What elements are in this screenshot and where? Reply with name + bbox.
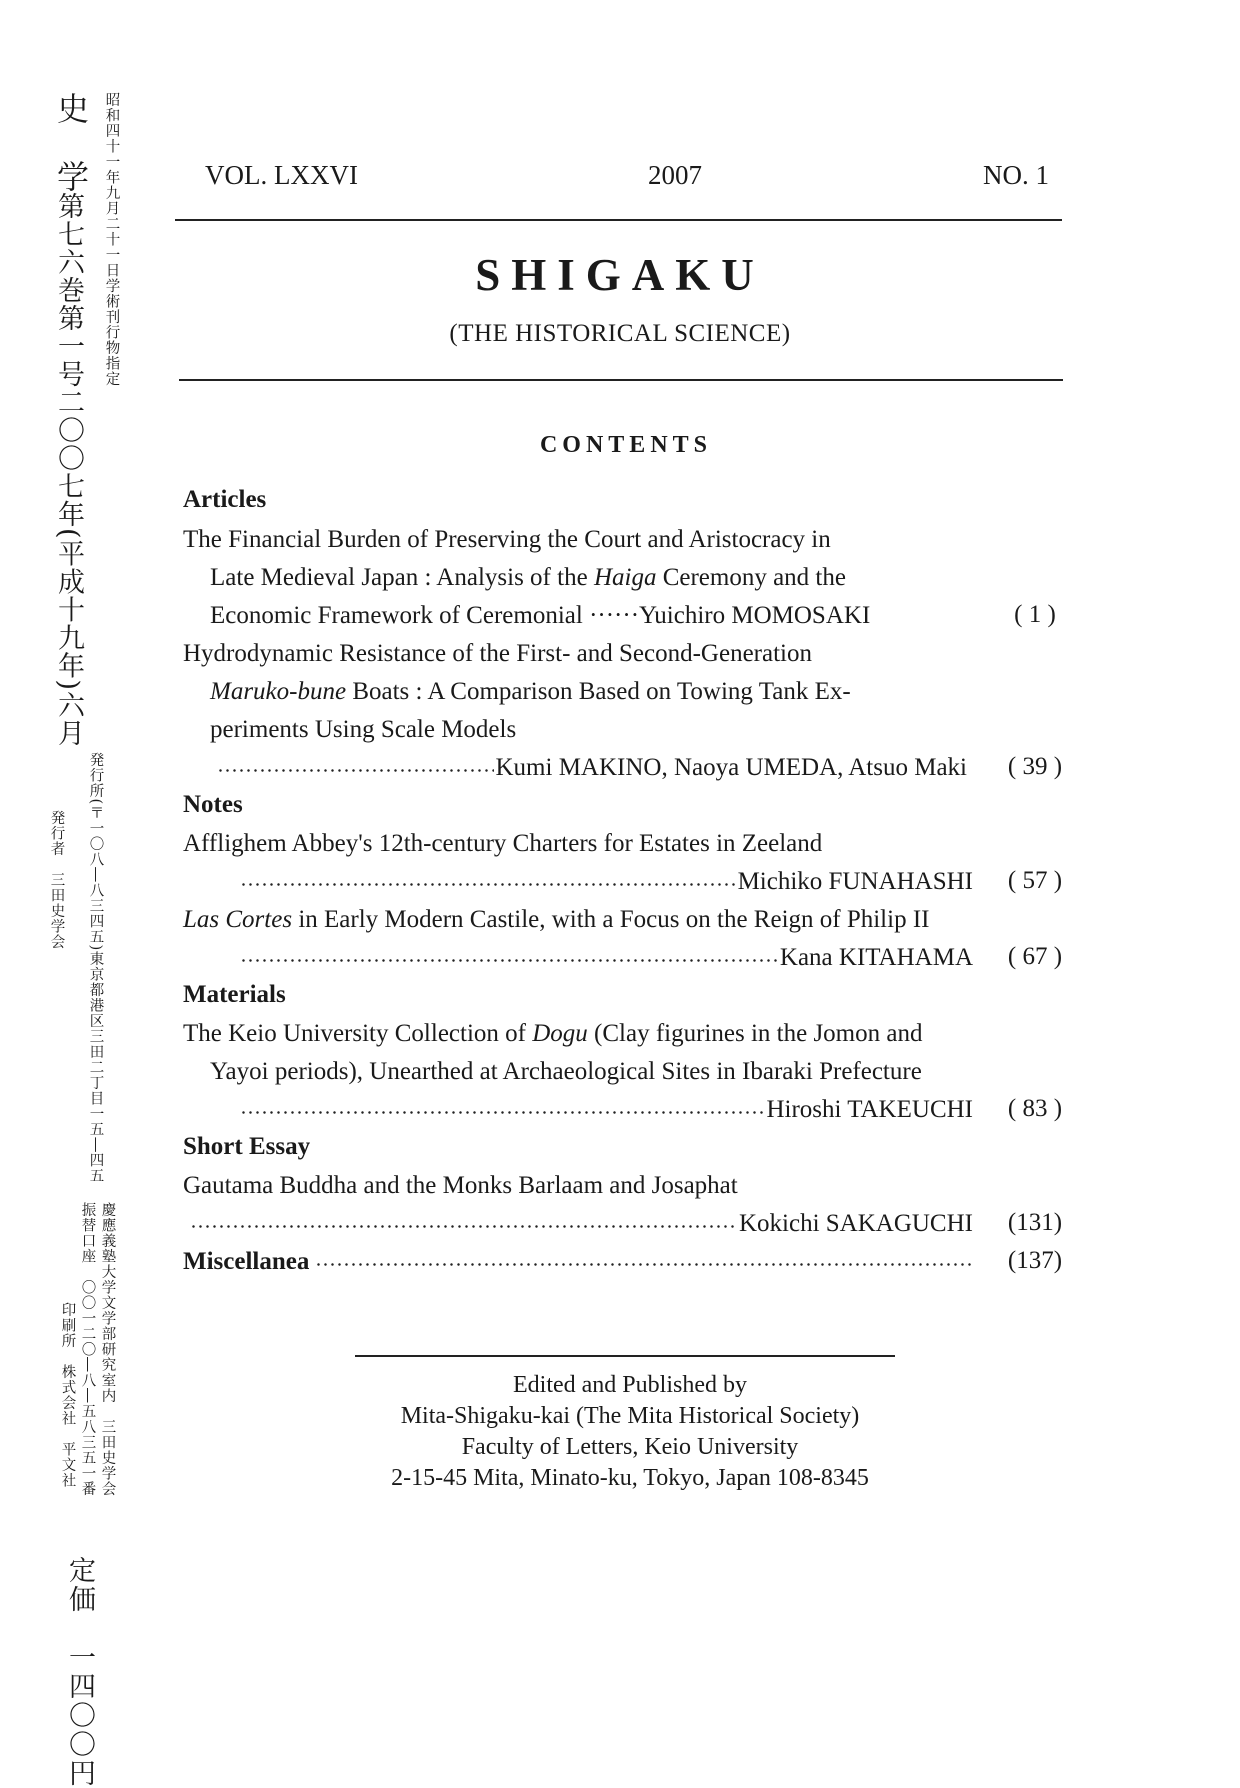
section-miscellanea: Miscellanea xyxy=(183,1248,310,1275)
title-rule xyxy=(179,379,1063,381)
note-1-author: Michiko FUNAHASHI xyxy=(737,868,973,895)
material-1-author: Hiroshi TAKEUCHI xyxy=(766,1096,973,1123)
number-label: NO. 1 xyxy=(983,160,1049,190)
publisher-line-4: 2-15-45 Mita, Minato-ku, Tokyo, Japan 108-8345 xyxy=(391,1465,869,1491)
note-1-author-line xyxy=(240,867,973,901)
article-1-title-end: Economic Framework of Ceremonial xyxy=(210,602,583,629)
year-label: 2007 xyxy=(648,160,702,190)
journal-subtitle: (THE HISTORICAL SCIENCE) xyxy=(449,320,791,347)
article-1-title-line-2 xyxy=(210,563,846,593)
article-1-title-line-3 xyxy=(210,601,870,631)
miscellanea-line xyxy=(183,1247,973,1281)
note-1-leader-dots xyxy=(240,867,736,889)
essay-1-leader-dots xyxy=(190,1209,737,1231)
spine-journal-title: 史 学 xyxy=(52,92,90,194)
note-2-title-italic: Las Cortes xyxy=(183,906,293,933)
article-2-title-italic: Maruko-bune xyxy=(210,678,347,705)
note-2-title xyxy=(183,905,929,935)
essay-1-author-line xyxy=(190,1209,973,1243)
publisher-line-3: Faculty of Letters, Keio University xyxy=(461,1434,799,1460)
spine-price: 定価 一四〇〇円 xyxy=(64,1556,95,1788)
publisher-rule xyxy=(355,1355,895,1357)
note-1-page: ( 57 ) xyxy=(1007,867,1063,894)
section-materials: Materials xyxy=(183,981,286,1008)
article-1-title-italic: Haiga xyxy=(593,564,657,591)
note-2-title-text: in Early Modern Castile, with a Focus on the Reign of Philip II xyxy=(292,906,930,933)
article-1-title-text-2: Ceremony and the xyxy=(656,564,846,591)
article-1-title-line-1: The Financial Burden of Preserving the Court and Aristocracy in xyxy=(183,526,831,553)
essay-1-author: Kokichi SAKAGUCHI xyxy=(738,1210,973,1237)
miscellanea-page: (137) xyxy=(1007,1247,1063,1274)
spine-department: 慶應義塾大学文学部研究室内 三田史学会 xyxy=(99,1202,116,1497)
spine-publishing-office: 発行所(〒一〇八―八三四五)東京都港区三田二丁目一五―四五 xyxy=(87,752,104,1184)
spine-designation: 昭和四十一年九月二十一日学術刊行物指定 xyxy=(103,92,120,387)
article-2-leader-dots xyxy=(217,753,494,775)
material-1-title-line-2: Yayoi periods), Unearthed at Archaeological Sites in Ibaraki Prefecture xyxy=(210,1058,922,1085)
contents-heading: CONTENTS xyxy=(539,432,713,458)
essay-1-page: (131) xyxy=(1007,1209,1063,1236)
article-2-page: ( 39 ) xyxy=(1007,753,1063,780)
volume-label: VOL. LXXVI xyxy=(205,160,358,190)
spine-transfer-account: 振替口座 〇〇一二〇―八―五八三五一番 xyxy=(79,1202,96,1497)
article-2-authors: Kumi MAKINO, Naoya UMEDA, Atsuo Maki xyxy=(495,754,967,781)
material-1-page: ( 83 ) xyxy=(1007,1095,1063,1122)
material-1-leader-dots xyxy=(240,1095,764,1117)
spine-publisher: 発行者 三田史学会 xyxy=(48,810,65,950)
article-2-title-line-1: Hydrodynamic Resistance of the First- and Second-Generation xyxy=(183,640,812,667)
miscellanea-leader-dots xyxy=(315,1247,971,1269)
article-2-title-line-3: periments Using Scale Models xyxy=(210,716,517,743)
section-articles: Articles xyxy=(183,486,267,513)
material-1-author-line xyxy=(240,1095,973,1129)
note-2-author-line xyxy=(240,943,973,977)
spine-printer: 印刷所 株式会社 平文社 xyxy=(59,1302,76,1488)
article-1-title-text: Late Medieval Japan : Analysis of the xyxy=(210,564,594,591)
article-1-leader-dots: ······ xyxy=(589,602,640,629)
section-short-essay: Short Essay xyxy=(183,1133,311,1160)
material-1-title-text: The Keio University Collection of xyxy=(183,1020,533,1047)
article-1-author: Yuichiro MOMOSAKI xyxy=(639,602,871,629)
material-1-title-italic: Dogu xyxy=(532,1020,588,1047)
journal-title: SHIGAKU xyxy=(475,250,765,300)
material-1-title-line-1 xyxy=(183,1019,922,1049)
note-2-author: Kana KITAHAMA xyxy=(779,944,973,971)
section-notes: Notes xyxy=(183,791,243,818)
material-1-title-text-2: (Clay figurines in the Jomon and xyxy=(587,1020,923,1047)
article-2-title-text: Boats : A Comparison Based on Towing Tank Ex- xyxy=(346,678,851,705)
note-1-title: Afflighem Abbey's 12th-century Charters for Estates in Zeeland xyxy=(183,830,823,857)
essay-1-title: Gautama Buddha and the Monks Barlaam and Josaphat xyxy=(183,1172,738,1199)
publisher-line-2: Mita-Shigaku-kai (The Mita Historical Society) xyxy=(400,1403,860,1429)
note-2-page: ( 67 ) xyxy=(1007,943,1063,970)
article-2-author-line xyxy=(217,753,967,787)
article-2-title-line-2 xyxy=(210,677,851,707)
spine-issue-info: 第七六巻第一号二〇〇七年(平成十九年)六月 xyxy=(53,192,84,748)
article-1-page: ( 1 ) xyxy=(1014,601,1056,628)
header-rule xyxy=(175,219,1062,221)
note-2-leader-dots xyxy=(240,943,778,965)
publisher-line-1: Edited and Published by xyxy=(513,1372,747,1398)
